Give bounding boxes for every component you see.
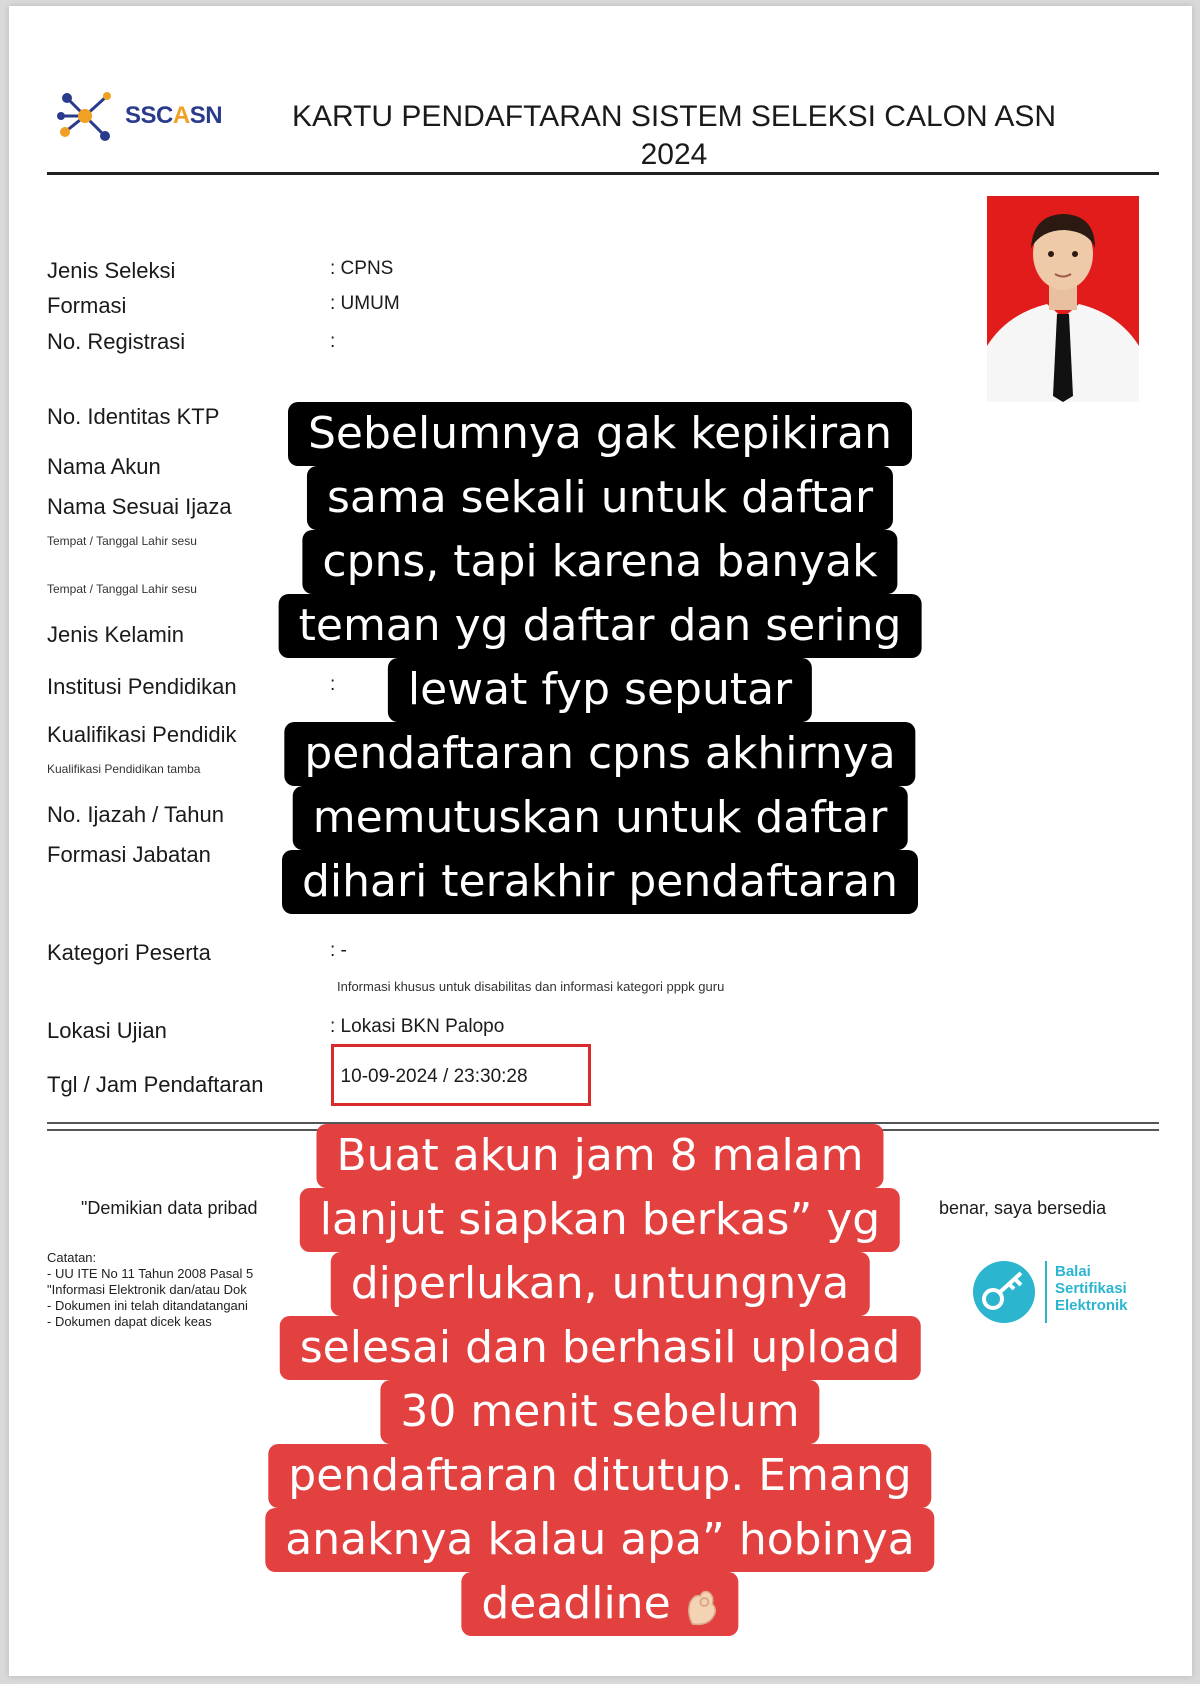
caption-bottom-line: deadline	[481, 1578, 671, 1629]
bse-logo	[971, 1259, 1151, 1327]
notes-line: - Dokumen ini telah ditandatangani	[47, 1298, 248, 1313]
caption-bottom-line: selesai dan berhasil upload	[280, 1316, 921, 1380]
logo-wordmark: SSCASN	[125, 102, 223, 129]
statement-start: "Demikian data pribad	[81, 1198, 258, 1218]
label-nama-ijazah: Nama Sesuai Ijaza	[47, 494, 232, 519]
notes-line: - UU ITE No 11 Tahun 2008 Pasal 5	[47, 1266, 254, 1281]
label-lokasi-ujian: Lokasi Ujian	[47, 1018, 167, 1043]
label-formasi: Formasi	[47, 293, 127, 318]
notes-line: - Dokumen dapat dicek keas	[47, 1314, 212, 1329]
label-jenis-seleksi: Jenis Seleksi	[47, 258, 176, 283]
caption-bottom-line: pendaftaran ditutup. Emang	[268, 1444, 931, 1508]
card-title-line1: KARTU PENDAFTARAN SISTEM SELEKSI CALON ASN	[291, 100, 1057, 133]
value-lokasi-ujian: : Lokasi BKN Palopo	[330, 1016, 505, 1037]
value-jenis-seleksi: : CPNS	[330, 258, 394, 279]
bse-divider	[1045, 1261, 1047, 1323]
applicant-photo	[987, 196, 1139, 402]
caption-top-line: memutuskan untuk daftar	[293, 786, 908, 850]
notes-line: "Informasi Elektronik dan/atau Dok	[47, 1282, 247, 1297]
value-tgl-jam: : 10-09-2024 / 23:30:28	[330, 1066, 528, 1087]
caption-top-line: teman yg daftar dan sering	[279, 594, 922, 658]
footer-divider	[47, 1122, 1159, 1131]
label-no-ijazah: No. Ijazah / Tahun	[47, 802, 224, 827]
bse-key-icon	[971, 1259, 1037, 1325]
value-formasi: : UMUM	[330, 293, 400, 314]
caption-bottom-line: diperlukan, untungnya	[331, 1252, 870, 1316]
bse-line3: Elektronik	[1055, 1297, 1128, 1314]
notes	[47, 1250, 253, 1330]
caption-bottom-line: 30 menit sebelum	[380, 1380, 819, 1444]
label-no-registrasi: No. Registrasi	[47, 329, 186, 354]
card-title-year: 2024	[640, 138, 708, 171]
label-formasi-jabatan: Formasi Jabatan	[47, 842, 211, 867]
label-nama-akun: Nama Akun	[47, 454, 161, 479]
label-kategori-peserta: Kategori Peserta	[47, 940, 211, 965]
bse-wordmark	[1055, 1263, 1128, 1314]
caption-top-line: lewat fyp seputar	[388, 658, 812, 722]
caption-top-line: Sebelumnya gak kepikiran	[288, 402, 912, 466]
label-kualifikasi: Kualifikasi Pendidik	[47, 722, 237, 747]
value-no-registrasi: :	[330, 331, 336, 352]
caption-top-line: dihari terakhir pendaftaran	[282, 850, 918, 914]
caption-top-line: pendaftaran cpns akhirnya	[284, 722, 915, 786]
caption-bottom-line: Buat akun jam 8 malam	[316, 1124, 883, 1188]
header-divider	[47, 172, 1159, 175]
notes-heading: Catatan:	[47, 1250, 97, 1265]
label-jenis-kelamin: Jenis Kelamin	[47, 622, 184, 647]
label-no-identitas: No. Identitas KTP	[47, 404, 220, 429]
caption-top-line: cpns, tapi karena banyak	[302, 530, 897, 594]
value-kategori-peserta: : -	[330, 940, 347, 961]
value-institusi: :	[330, 674, 336, 695]
label-institusi: Institusi Pendidikan	[47, 674, 237, 699]
card-title	[259, 98, 1089, 174]
applicant-photo-image	[987, 196, 1139, 402]
sscasn-logo-icon	[55, 86, 121, 146]
label-tgl-jam: Tgl / Jam Pendaftaran	[47, 1072, 264, 1097]
registration-time-highlight	[331, 1044, 591, 1106]
bse-line2: Sertifikasi	[1055, 1280, 1127, 1297]
registration-card	[9, 6, 1192, 1676]
label-ttl-2: Tempat / Tanggal Lahir sesu	[47, 582, 197, 596]
caption-bottom-line: lanjut siapkan berkas” yg	[300, 1188, 900, 1252]
sscasn-logo	[55, 86, 245, 146]
caption-bottom-line: anaknya kalau apa” hobinya	[265, 1508, 934, 1572]
label-kualifikasi-tambahan: Kualifikasi Pendidikan tamba	[47, 762, 201, 776]
caption-top-line: sama sekali untuk daftar	[307, 466, 893, 530]
label-ttl-1: Tempat / Tanggal Lahir sesu	[47, 534, 197, 548]
info-note: Informasi khusus untuk disabilitas dan informasi kategori pppk guru	[337, 979, 725, 994]
statement-end: benar, saya bersedia	[939, 1198, 1107, 1218]
bse-line1: Balai	[1055, 1263, 1091, 1280]
